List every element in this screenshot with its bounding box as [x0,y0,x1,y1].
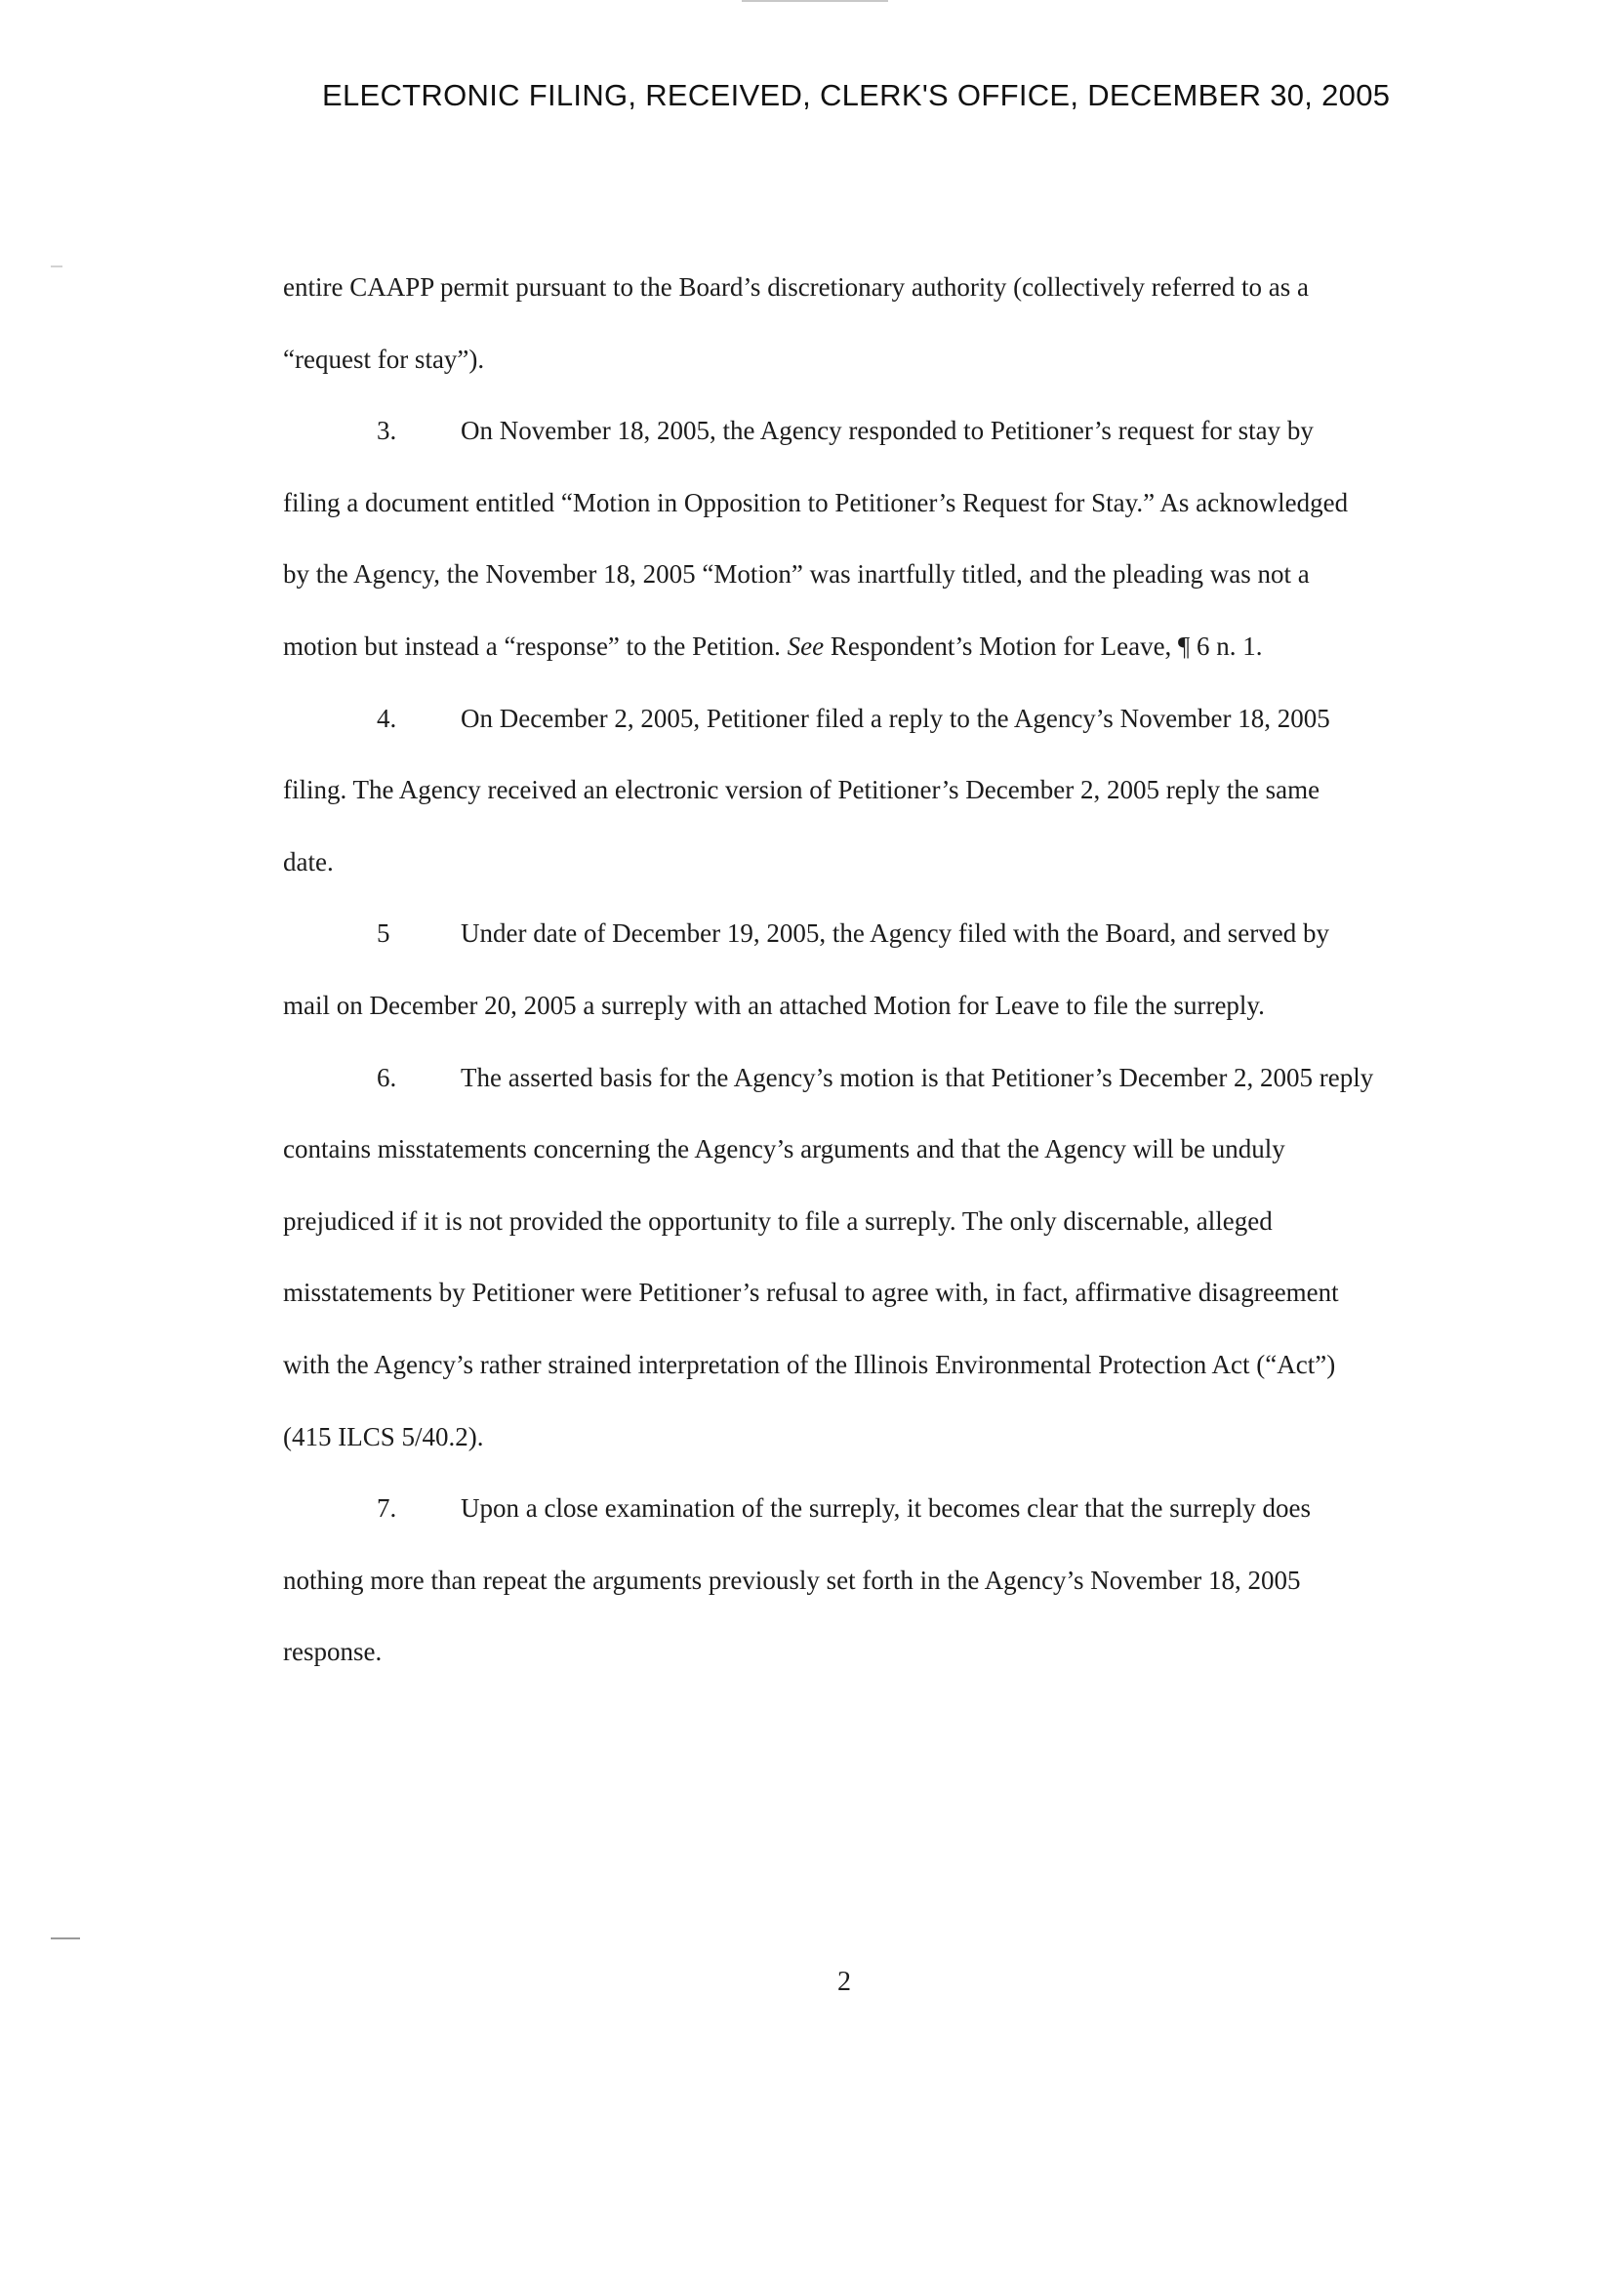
citation-signal: See [787,631,825,661]
paragraph-5 [283,898,1376,1041]
continuation-paragraph: entire CAAPP permit pursuant to the Board’s discretionary authority (collectively referred to as a “request for stay”). [283,272,1309,374]
paragraph-text: On November 18, 2005, the Agency responded to Petitioner’s request for stay by filing a document entitled “Motion in Opposition to Petitioner’s Request for Stay.” As acknowledged by the Agency, the November 18, 2005 “Motion” was inartfully titled, and the pleading was not a motion but instead a “response” to the Petition. [283,416,1349,661]
paragraph-text: On December 2, 2005, Petitioner filed a reply to the Agency’s November 18, 2005 filing. The Agency received an electronic version of Petitioner’s December 2, 2005 reply the same date. [283,703,1330,876]
paragraph-number: 5 [377,918,390,949]
paragraph-number: 3. [377,416,397,446]
margin-mark [51,1937,80,1939]
paragraph-number: 4. [377,703,397,733]
paragraph-text: Under date of December 19, 2005, the Agency filed with the Board, and served by mail on December 20, 2005 a surreply with an attached Motion for Leave to file the surreply. [283,918,1329,1020]
paragraph-number: 7. [377,1493,397,1524]
paragraph-7 [283,1473,1376,1689]
document-body [283,252,1376,1689]
paragraph-number: 6. [377,1062,397,1092]
paragraph-text: Upon a close examination of the surreply, it becomes clear that the surreply does nothing more than repeat the arguments previously set forth in the Agency’s November 18, 2005 response. [283,1493,1311,1667]
paragraph-text: Respondent’s Motion for Leave, ¶ 6 n. 1. [824,631,1263,661]
filing-stamp-header: ELECTRONIC FILING, RECEIVED, CLERK'S OFFICE, DECEMBER 30, 2005 [322,78,1391,112]
scan-artifact [742,0,888,2]
paragraph-6 [283,1042,1376,1474]
paragraph-4 [283,683,1376,899]
paragraph-3 [283,395,1376,682]
page-number: 2 [837,1967,851,1997]
margin-mark [51,265,62,267]
paragraph-text: The asserted basis for the Agency’s motion is that Petitioner’s December 2, 2005 reply contains misstatements concerning the Agency’s arguments and that the Agency will be unduly prejudiced if it is not provided the opportunity to file a surreply. The only discernable, alleged misstatements by Petitioner were Petitioner’s refusal to agree with, in fact, affirmative disagreement with the Agency’s rather strained interpretation of the Illinois Environmental Protection Act (“Act”) (415 ILCS 5/40.2). [283,1062,1374,1451]
